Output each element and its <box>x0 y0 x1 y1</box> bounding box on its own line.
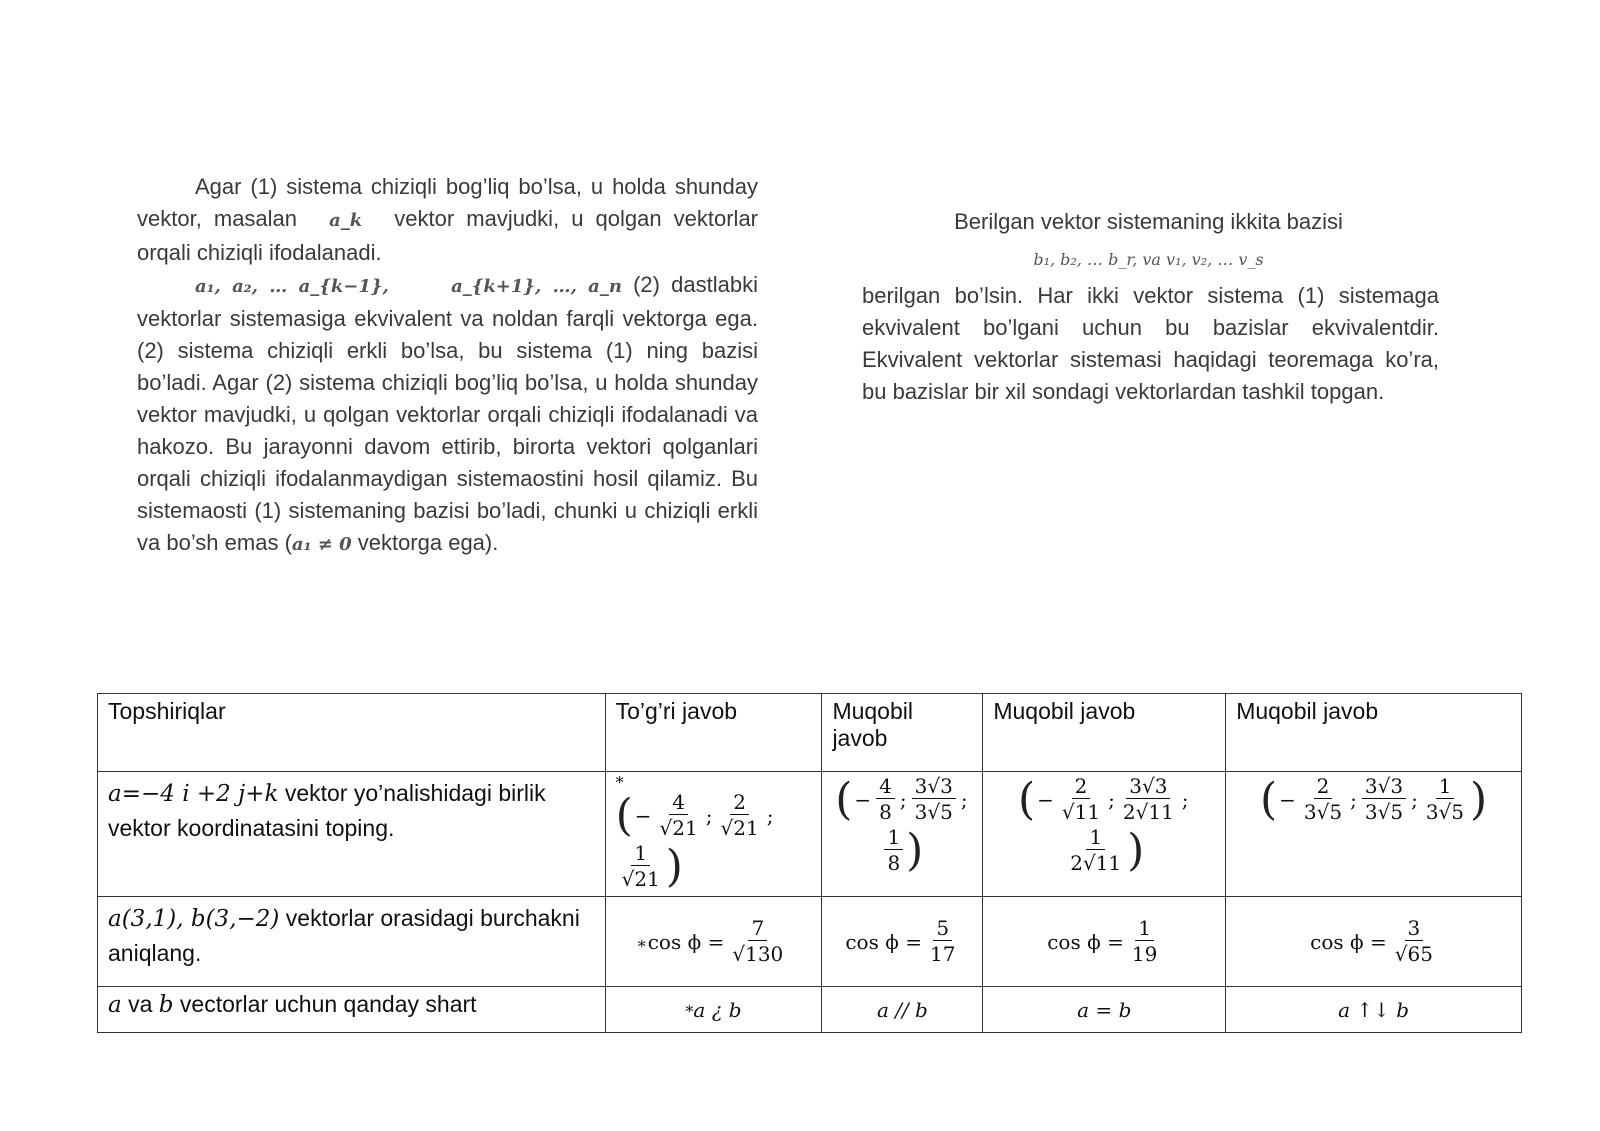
fraction-numerator: 1 <box>1436 774 1455 799</box>
left-paren: ( <box>615 790 633 841</box>
fraction <box>717 790 761 841</box>
left-paragraph-2 <box>137 269 758 561</box>
correct-marker: * <box>615 773 624 792</box>
fraction-numerator: 3√3 <box>912 774 956 799</box>
fraction-numerator: 7 <box>748 916 767 941</box>
fraction-numerator: 5 <box>933 916 952 941</box>
fraction-denominator: √65 <box>1394 942 1433 966</box>
minus-sign: − <box>1279 787 1296 812</box>
fraction-denominator: 17 <box>929 942 956 966</box>
cos-prefix: cos ϕ = <box>845 929 922 954</box>
math-ak1-an: a_{k+1}, …, a_n <box>451 276 622 297</box>
fraction-denominator: √21 <box>621 867 660 891</box>
left-paren: ( <box>835 774 853 825</box>
fraction-numerator: 2 <box>730 790 749 815</box>
answer-alt-3-2 <box>1226 897 1522 987</box>
fraction-numerator: 1 <box>631 841 650 866</box>
fraction <box>1392 916 1436 967</box>
condition-text: a = b <box>1077 997 1132 1022</box>
fraction-denominator: 3√5 <box>914 800 953 824</box>
right-paren: ) <box>665 841 683 892</box>
fraction-numerator: 2 <box>1314 774 1333 799</box>
table-row <box>98 897 1522 987</box>
fraction-denominator: 2√11 <box>1070 851 1122 875</box>
answer-alt-3-1: ( − $\frac{2}{3√5}$ ; $\frac{3√3}{3√5}$ ; $\frac{1}{3√5}$ ) <box>1226 772 1522 897</box>
fraction-denominator: 3√5 <box>1425 800 1465 824</box>
left-paren: ( <box>1259 774 1278 825</box>
left-p1-text: Agar (1) sistema chiziqli bog’liq bo’lsa, u holda shunday vektor, masalan <box>137 174 758 231</box>
header-alt-2: Muqobil javob <box>983 694 1226 772</box>
fraction-denominator: √21 <box>720 816 759 840</box>
header-alt-1: Muqobil javob <box>822 694 983 772</box>
left-paren: ( <box>1017 774 1036 825</box>
task-cell-3 <box>98 987 606 1033</box>
task3-va: va <box>128 991 153 1017</box>
right-title: Berilgan vektor sistemaning ikkita bazisi <box>954 209 1343 234</box>
right-paren: ) <box>1470 774 1488 825</box>
left-text-block <box>137 171 758 561</box>
minus-sign: − <box>634 803 652 828</box>
answer-alt-1-2 <box>822 897 983 987</box>
cos-prefix: cos ϕ = <box>1310 929 1387 954</box>
left-paragraph-1 <box>137 171 758 269</box>
task2-text: vektorlar orasidagi burchakni aniqlang. <box>108 905 580 966</box>
fraction <box>912 774 956 825</box>
fraction <box>884 825 903 876</box>
answer-correct-2 <box>605 897 822 987</box>
cos-prefix: cos ϕ = <box>647 929 725 954</box>
fraction-numerator: 3 <box>1405 916 1424 941</box>
fraction-denominator: 8 <box>887 851 901 875</box>
math-a1-ne-0: a₁ ≠ 0 <box>291 534 352 555</box>
answer-alt-2-3 <box>983 987 1226 1033</box>
task3-text: vectorlar uchun qanday shart <box>179 991 477 1017</box>
condition-text: a ¿ b <box>693 997 742 1022</box>
fraction-denominator: 3√5 <box>1364 800 1404 824</box>
header-tasks: Topshiriqlar <box>98 694 606 772</box>
fraction-denominator: 2√11 <box>1122 800 1174 824</box>
right-paren: ) <box>906 825 924 876</box>
math-basis-list: b₁, b₂, … b_r, va v₁, v₂, … v_s <box>1033 250 1264 269</box>
table-row <box>98 772 1522 897</box>
answer-alt-1-3 <box>822 987 983 1033</box>
task2-vectors: a(3,1), b(3,−2) <box>108 906 280 932</box>
correct-marker: * <box>685 1001 694 1021</box>
fraction-denominator: 19 <box>1131 942 1158 966</box>
left-p1-tail: vektor mavjudki, u qolgan vektorlar orqali chiziqli ifodalanadi. <box>137 206 759 265</box>
condition-text: a ↑↓ b <box>1338 997 1410 1022</box>
fraction-denominator: 8 <box>879 800 892 824</box>
table-header-row <box>98 694 1522 772</box>
task1-text: vektor yo’nalishidagi birlik vektor koordinatasini toping. <box>108 780 546 841</box>
answer-correct-3 <box>605 987 822 1033</box>
fraction <box>876 774 895 825</box>
fraction <box>1059 774 1103 825</box>
header-alt-3: Muqobil javob <box>1226 694 1522 772</box>
correct-marker: * <box>637 937 646 956</box>
fraction <box>1120 774 1177 825</box>
answer-alt-1-1: ( − $\frac{4}{8}$ ; $\frac{3√3}{3√5}$ ; $\frac{1}{8}$ ) <box>822 772 983 897</box>
right-paren: ) <box>1127 825 1145 876</box>
fraction-numerator: 4 <box>876 774 895 799</box>
right-text-block <box>858 206 1439 408</box>
fraction <box>1362 774 1406 825</box>
right-body: berilgan bo’lsin. Har ikki vektor sistema (1) sistemaga ekvivalent bo’lgani uchun bu bazislar ekvivalentdir. Ekvivalent vektorlar sistemasi haqidagi teoremaga ko’ra, bu bazislar bir xil sondagi vektorlardan tashkil topgan. <box>862 283 1439 404</box>
task3-vector-b: b <box>158 992 174 1018</box>
fraction-denominator: √11 <box>1061 800 1101 824</box>
answer-correct-1: * ( − $\frac{4}{√21}$ ; $\frac{2}{√21}$ ; $\frac{1}{√21}$ ) <box>605 772 822 897</box>
condition-text: a // b <box>876 997 928 1022</box>
fraction-denominator: 3√5 <box>1303 800 1343 824</box>
fraction <box>619 841 663 892</box>
task-cell-2 <box>98 897 606 987</box>
fraction-numerator: 3√3 <box>1126 774 1170 799</box>
fraction-denominator: √130 <box>732 942 784 966</box>
math-a1-ak-1: a₁, a₂, … a_{k−1}, <box>195 276 389 297</box>
fraction <box>729 916 786 967</box>
task3-vector-a: a <box>108 992 122 1018</box>
answer-alt-3-3 <box>1226 987 1522 1033</box>
table-row <box>98 987 1522 1033</box>
fraction <box>657 790 701 841</box>
minus-sign: − <box>854 787 872 812</box>
fraction <box>1301 774 1345 825</box>
fraction <box>1423 774 1467 825</box>
fraction-numerator: 1 <box>1086 825 1105 850</box>
task-cell-1 <box>98 772 606 897</box>
fraction <box>1129 916 1160 967</box>
left-p2-text: (2) dastlabki vektorlar sistemasiga ekvivalent va noldan farqli vektorga ega. (2) sistema chiziqli erkli bo’lsa, bu sistema (1) ning bazisi bo’ladi. Agar (2) sistema chiziqli bog’liq bo’lsa, u holda shunday vektor mavjudki, u qolgan vektorlar orqali chiziqli ifodalanadi va hakozo. Bu jarayonni davom ettirib, birorta vektori qolganlari orqali chiziqli ifodalanmaydigan sistemaostini hosil qilamiz. Bu sistemaosti (1) sistemaning bazisi bo’ladi, chunki u chiziqli erkli va bo’sh emas ( <box>137 272 758 555</box>
fraction-numerator: 2 <box>1072 774 1091 799</box>
answer-alt-2-1: ( − $\frac{2}{√11}$ ; $\frac{3√3}{2√11}$ ; $\frac{1}{2√11}$ ) <box>983 772 1226 897</box>
answer-alt-2-2 <box>983 897 1226 987</box>
fraction-numerator: 1 <box>1135 916 1154 941</box>
minus-sign: − <box>1037 787 1054 812</box>
cos-prefix: cos ϕ = <box>1047 929 1124 954</box>
task-table <box>97 693 1522 1033</box>
left-p2-tail: vektorga ega). <box>357 530 499 555</box>
task1-vector: a=−4 i +2 j+k <box>108 781 279 807</box>
fraction-numerator: 1 <box>884 825 903 850</box>
fraction <box>1067 825 1124 876</box>
fraction-numerator: 4 <box>669 790 688 815</box>
header-correct: To’g’ri javob <box>605 694 822 772</box>
fraction-denominator: √21 <box>659 816 698 840</box>
fraction-numerator: 3√3 <box>1362 774 1406 799</box>
math-ak: a_k <box>329 210 363 231</box>
fraction <box>927 916 958 967</box>
